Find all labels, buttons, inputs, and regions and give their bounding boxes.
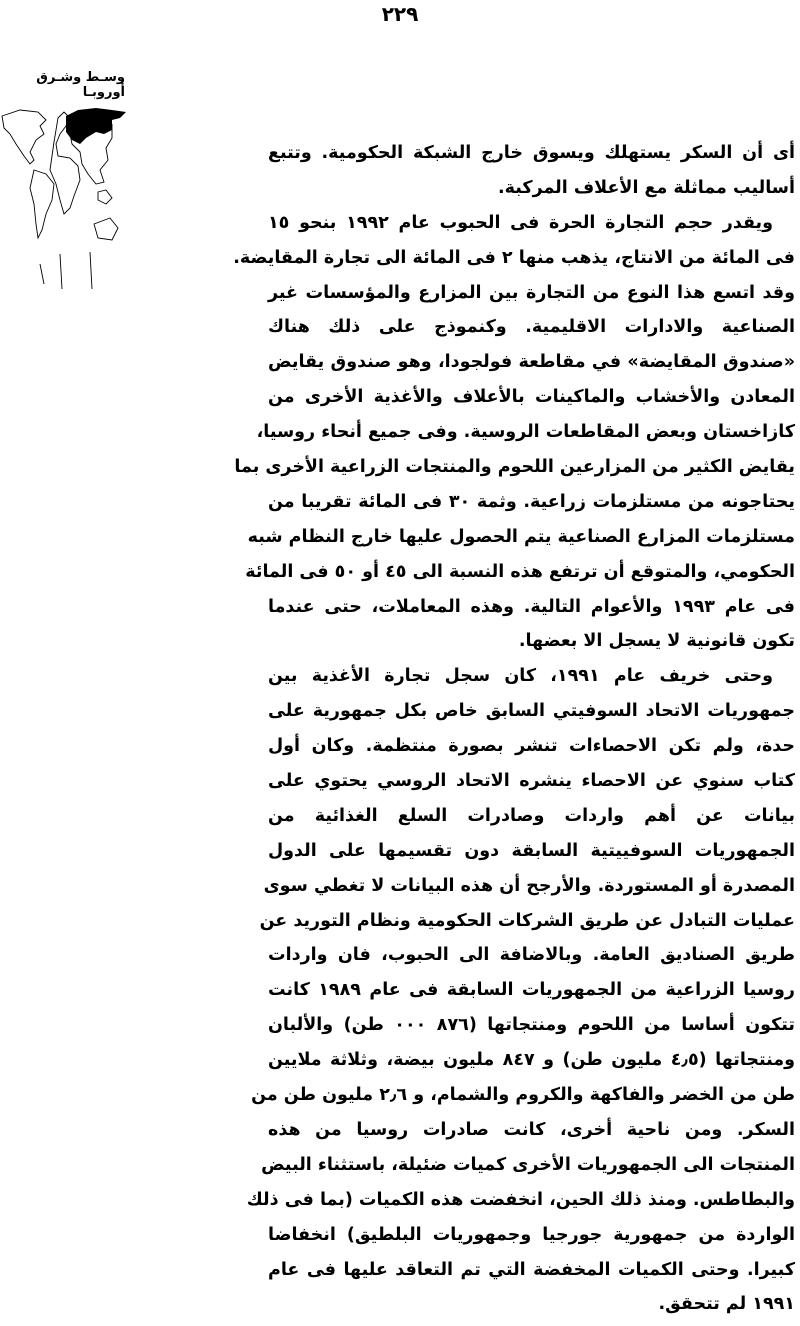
text-line: والبطاطس. ومنذ ذلك الحين، انخفضت هذه الكميات (بما فى ذلك [246,1189,795,1210]
text-line: جمهوريات الاتحاد السوفيتي السابق خاص بكل جمهورية على [268,701,795,722]
text-line: حدة، ولم تكن الاحصاءات تنشر بصورة منتظمة. وكان أول [268,736,795,757]
text-line: وقد اتسع هذا النوع من التجارة بين المزارع والمؤسسات غير [268,282,795,303]
text-line: المعادن والأخشاب والماكينات بالأعلاف والأغذية الأخرى من [268,387,795,408]
text-line: ويقدر حجم التجارة الحرة فى الحبوب عام ١٩٩٢ بنحو ١٥ [268,212,773,233]
article-body [233,136,796,1322]
text-line: المنتجات الى الجمهوريات الأخرى كميات ضئيلة، باستثناء البيض [261,1154,795,1175]
text-line: يحتاجونه من مستلزمات زراعية. وثمة ٣٠ فى المائة تقريبا من [268,491,795,512]
text-line: فى عام ١٩٩٣ والأعوام التالية. وهذه المعاملات، حتى عندما [268,596,796,617]
text-line: الواردة من جمهورية جورجيا وجمهوريات البلطيق) انخفاضا [268,1224,795,1245]
map-caption: وسـط وشـرق أوروبـا [36,70,125,100]
text-line: كبيرا. وحتى الكميات المخفضة التي تم التعاقد عليها فى عام [268,1259,795,1280]
text-line: بيانات عن أهم واردات وصادرات السلع الغذائية من [268,805,795,826]
page-number: ٢٢٩ [381,2,419,26]
text-line: أساليب مماثلة مع الأعلاف المركبة. [497,177,795,198]
text-line: تكون قانونية لا يسجل الا بعضها. [518,631,795,652]
world-map-icon [0,104,130,294]
text-line: ١٩٩١ لم تتحقق. [658,1294,795,1315]
text-line: عمليات التبادل عن طريق الشركات الحكومية ونظام التوريد عن [259,910,795,931]
text-line: كازاخستان وبعض المقاطعات الروسية. وفى جميع أنحاء روسيا، [256,422,795,443]
text-line: مستلزمات المزارع الصناعية يتم الحصول عليها خارج النظام شبه [247,526,795,547]
text-line: فى المائة من الانتاج، يذهب منها ٢ فى المائة الى تجارة المقايضة. [233,247,795,268]
text-line: الصناعية والادارات الاقليمية. وكنموذج على ذلك هناك [268,317,795,338]
text-line: أى أن السكر يستهلك ويسوق خارج الشبكة الحكومية. وتتبع [268,143,795,163]
text-line: الحكومي، والمتوقع أن ترتفع هذه النسبة الى ٤٥ أو ٥٠ فى المائة [245,561,795,582]
text-line: وحتى خريف عام ١٩٩١، كان سجل تجارة الأغذية بين [268,666,773,687]
text-line: كتاب سنوي عن الاحصاء ينشره الاتحاد الروسي يحتوي على [268,771,795,792]
text-line: المصدرة أو المستوردة. والأرجح أن هذه البيانات لا تغطي سوى [263,875,795,896]
text-line: طن من الخضر والفاكهة والكروم والشمام، و ٢٫٦ مليون طن من [251,1085,795,1106]
text-line: السكر. ومن ناحية أخرى، كانت صادرات روسيا من هذه [268,1119,795,1140]
text-line: الجمهوريات السوفييتية السابقة دون تقسيمها على الدول [268,840,795,861]
text-line: ومنتجاتها (٤٫٥ مليون طن) و ٨٤٧ مليون بيضة، وثلاثة ملايين [268,1050,796,1071]
text-line: تتكون أساسا من اللحوم ومنتجاتها (٨٧٦ ٠٠٠ طن) والألبان [268,1015,796,1036]
text-line: يقايض الكثير من المزارعين اللحوم والمنتجات الزراعية الأخرى بما [234,457,795,478]
text-line: روسيا الزراعية من الجمهوريات السابقة فى عام ١٩٨٩ كانت [268,980,795,1001]
text-line: «صندوق المقايضة» في مقاطعة فولجودا، وهو صندوق يقايض [268,352,795,373]
text-line: طريق الصناديق العامة. وبالاضافة الى الحبوب، فان واردات [268,945,795,966]
